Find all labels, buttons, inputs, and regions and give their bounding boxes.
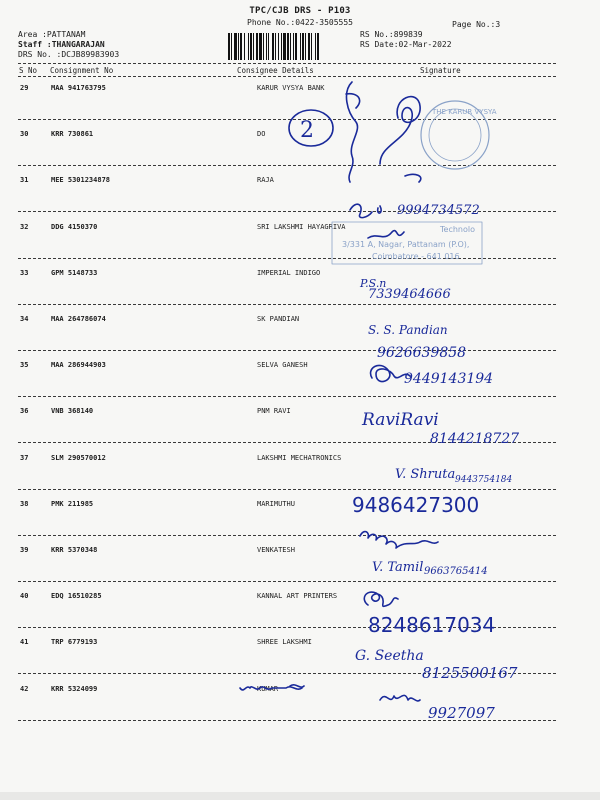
barcode [228, 33, 351, 60]
col-signature: Signature [420, 66, 461, 75]
phone-row32: 9994734572 [397, 203, 480, 218]
phone-row39: 9663765414 [424, 566, 488, 577]
table-row [0, 546, 600, 592]
row-consignment-number: MAA 286944903 [51, 361, 106, 370]
table-row [0, 638, 600, 684]
row-serial-number: 33 [20, 268, 29, 277]
phone-row40: 8248617034 [368, 613, 496, 637]
drs-number-line [18, 50, 119, 59]
signature-row36: RaviRavi [362, 410, 439, 430]
row-consignee-name: DO [257, 130, 266, 139]
row-divider [18, 442, 556, 443]
row-consignment-number: DDG 4150370 [51, 222, 98, 231]
circled-number-text: 2 [300, 118, 314, 143]
row-consignee-name: LAKSHMI MECHATRONICS [257, 453, 342, 462]
row-serial-number: 30 [20, 130, 29, 139]
row-serial-number: 32 [20, 222, 29, 231]
row-divider [18, 304, 556, 305]
table-row [0, 315, 600, 361]
signature-row41: G. Seetha [355, 648, 424, 664]
row-divider [18, 581, 556, 582]
row-divider [18, 211, 556, 212]
phone-line [0, 18, 600, 27]
row-consignment-number: EDQ 16510285 [51, 592, 102, 601]
col-sno: S No [19, 66, 38, 75]
table-row [0, 592, 600, 638]
barcode-bar [319, 33, 320, 60]
row-consignee-name: IMPERIAL INDIGO [257, 268, 321, 277]
divider [18, 63, 556, 64]
row-divider [18, 720, 556, 721]
row-divider [18, 119, 556, 120]
row-divider [18, 258, 556, 259]
table-row [0, 176, 600, 222]
row-consignee-name: KUMAR [257, 684, 279, 693]
staff-label: Staff : [18, 40, 52, 49]
row-consignee-name: SELVA GANESH [257, 361, 308, 370]
row-serial-number: 31 [20, 176, 29, 185]
row-divider [18, 535, 556, 536]
row-serial-number: 38 [20, 499, 29, 508]
phone-row41: 8125500167 [422, 664, 518, 682]
stamp-line1: Technolo [440, 225, 475, 234]
area-line [18, 30, 85, 39]
staff-value: THANGARAJAN [51, 40, 105, 49]
table-row [0, 361, 600, 407]
phone-row33: 7339464666 [368, 287, 451, 302]
row-consignment-number: KRR 730861 [51, 130, 94, 139]
row-serial-number: 42 [20, 684, 29, 693]
row-consignment-number: VNB 368140 [51, 407, 94, 416]
row-consignee-name: PNM RAVI [257, 407, 291, 416]
row-consignee-name: SRI LAKSHMI HAYAGRIVA [257, 222, 346, 231]
row-divider [18, 673, 556, 674]
table-row [0, 223, 600, 269]
table-row [0, 130, 600, 176]
row-serial-number: 40 [20, 592, 29, 601]
area-value: PATTANAM [46, 30, 86, 39]
phone-row37: 9443754184 [455, 475, 513, 485]
row-divider [18, 627, 556, 628]
row-divider [18, 396, 556, 397]
row-serial-number: 41 [20, 638, 29, 647]
bank-seal-text: THE KARUR VYSYA [432, 108, 497, 116]
row-consignment-number: MAA 941763795 [51, 84, 106, 92]
row-serial-number: 37 [20, 453, 29, 462]
table-row [0, 84, 600, 130]
row-serial-number: 35 [20, 361, 29, 370]
drs-value: DCJB89983903 [61, 50, 120, 59]
row-consignment-number: MAA 264786074 [51, 315, 106, 323]
row-consignee-name: KANNAL ART PRINTERS [257, 592, 338, 601]
table-row [0, 407, 600, 453]
row-divider [18, 350, 556, 351]
divider [18, 76, 556, 77]
table-row [0, 454, 600, 500]
row-consignee-name: VENKATESH [257, 546, 295, 554]
phone-row34: 9626639858 [377, 345, 467, 361]
signature-row37: V. Shruta [395, 467, 456, 482]
phone-row38: 9486427300 [352, 493, 480, 517]
row-divider [18, 165, 556, 166]
phone-row36: 8144218727 [430, 431, 520, 447]
scan-footer-strip [0, 792, 600, 800]
rs-label: RS No.: [360, 30, 394, 39]
row-consignment-number: PMK 211985 [51, 499, 94, 508]
row-serial-number: 29 [20, 84, 29, 92]
table-row [0, 500, 600, 546]
rs-date-value: 02-Mar-2022 [398, 40, 452, 49]
signature-row39: V. Tamil [372, 560, 424, 575]
staff-line [18, 40, 105, 49]
col-consignment: Consignment No [50, 66, 114, 75]
area-label: Area : [18, 30, 47, 39]
row-consignee-name: MARIMUTHU [257, 499, 295, 508]
row-consignee-name: RAJA [257, 176, 274, 185]
row-consignment-number: MEE 5301234878 [51, 176, 111, 185]
stamp-line3: Coimbatore - 641 016 [372, 252, 460, 261]
stamp-line2: 3/331 A, Nagar, Pattanam (P.O), [342, 240, 470, 249]
row-serial-number: 39 [20, 546, 29, 554]
table-row [0, 685, 600, 731]
page-label: Page No.: [452, 20, 496, 29]
page-number-line [452, 20, 500, 29]
row-serial-number: 36 [20, 407, 29, 416]
phone-row42: 9927097 [428, 704, 495, 722]
signature-row33: P.S.n [360, 277, 387, 290]
row-consignment-number: KRR 5324099 [51, 684, 98, 693]
rs-date-line [360, 40, 452, 49]
drs-title: TPC/CJB DRS - P103 [249, 6, 351, 16]
page-value: 3 [495, 20, 501, 29]
row-consignee-name: SK PANDIAN [257, 315, 300, 323]
rs-value: 899839 [393, 30, 423, 39]
row-consignment-number: SLM 290570012 [51, 453, 106, 462]
row-consignee-name: KARUR VYSYA BANK [257, 84, 325, 92]
drs-label: DRS No. : [18, 50, 62, 59]
row-consignment-number: GPM 5148733 [51, 268, 98, 277]
row-consignment-number: TRP 6779193 [51, 638, 98, 647]
table-row [0, 269, 600, 315]
col-consignee: Consignee Details [237, 66, 314, 75]
signature-row34: S. S. Pandian [368, 323, 448, 337]
phone-label: Phone No.: [247, 18, 296, 27]
row-consignee-name: SHREE LAKSHMI [257, 638, 312, 647]
phone-number: 0422-3505555 [295, 18, 353, 27]
row-consignment-number: KRR 5370348 [51, 546, 98, 554]
row-serial-number: 34 [20, 315, 29, 323]
row-divider [18, 489, 556, 490]
phone-row35: 9449143194 [404, 371, 494, 387]
rs-date-label: RS Date: [360, 40, 399, 49]
rs-number-line [360, 30, 423, 39]
